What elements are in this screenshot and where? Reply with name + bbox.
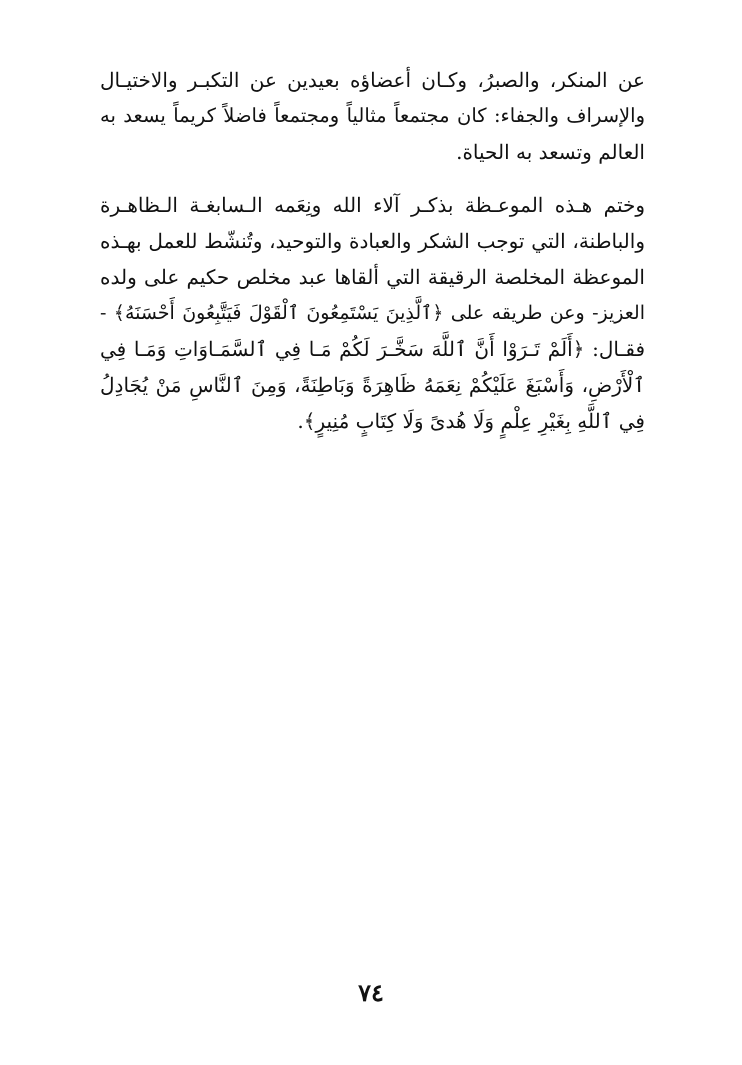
paragraph-1-line-3: العالم وتسعد به الحياة.	[456, 140, 645, 164]
paragraph-1	[100, 62, 645, 170]
paragraph-2-line-7: فِي ٱللَّهِ بِغَيْرِ عِلْمٍ وَلَا هُدىً وَلَا كِتَابٍ مُنِيرٍ﴾.	[297, 409, 645, 433]
paragraph-2-line-2: والباطنة، التي توجب الشكر والعبادة والتوحيد، وتُنشّط للعمل بهـذه	[100, 229, 645, 253]
paragraph-2-line-1: وختم هـذه الموعـظة بذكـر آلاء الله ونِعَمه الـسابغـة الـظاهـرة	[100, 193, 645, 217]
paragraph-1-line-2: والإسراف والجفاء: كان مجتمعاً مثالياً ومجتمعاً فاضلاً كريماً يسعد به	[100, 104, 645, 127]
paragraph-2-line-3: الموعظة المخلصة الرقيقة التي ألقاها عبد مخلص حكيم على ولده	[100, 265, 645, 289]
paragraph-2-line-4: العزيز- وعن طريقه على ﴿ٱلَّذِينَ يَسْتَمِعُونَ ٱلْقَوْلَ فَيَتَّبِعُونَ أَحْسَنَهُ﴾ -	[100, 302, 645, 324]
paragraph-2	[100, 187, 645, 439]
paragraph-2-line-5: فقـال: ﴿أَلَمْ تَـرَوْا أَنَّ ٱللَّهَ سَخَّـرَ لَكُمْ مَـا فِي ٱلسَّمَـاوَاتِ وَمَـا فِي	[100, 337, 645, 361]
paragraph-1-line-1: عن المنكر، والصبرُ، وكـان أعضاؤه بعيدين عن التكبـر والاختيـال	[100, 68, 645, 92]
paragraph-2-line-6: ٱلْأَرْضِ، وَأَسْبَغَ عَلَيْكُمْ نِعَمَهُ ظَاهِرَةً وَبَاطِنَةً، وَمِنَ ٱلنَّاسِ مَنْ يُجَادِلُ	[100, 373, 645, 397]
page-number: ٧٤	[358, 978, 384, 1007]
